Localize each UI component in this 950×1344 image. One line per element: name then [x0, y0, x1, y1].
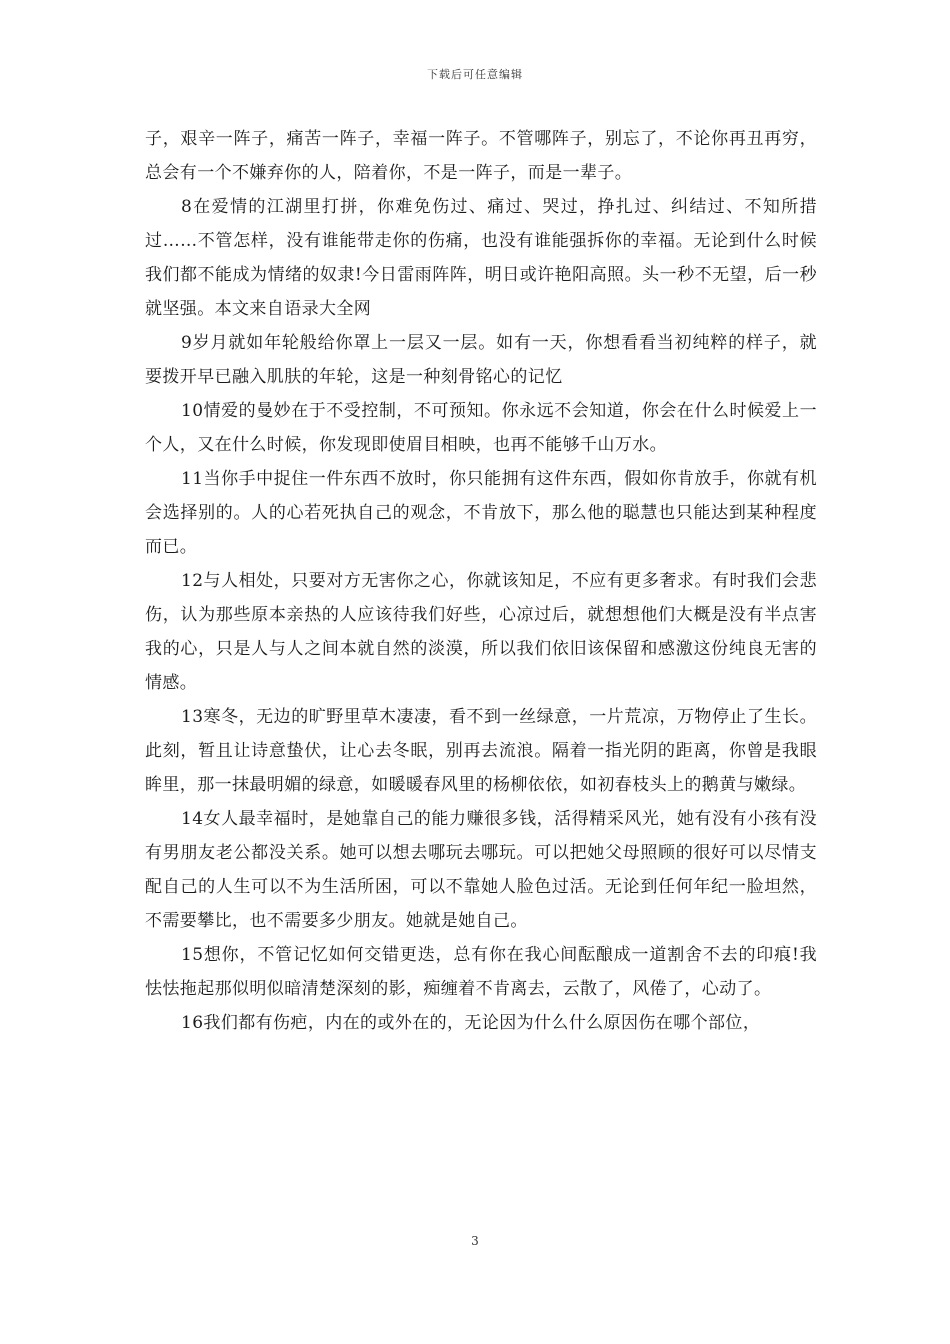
- paragraph-15: 15想你，不管记忆如何交错更迭，总有你在我心间酝酿成一道割舍不去的印痕!我怯怯拖起那似明似暗清楚深刻的影，痴缠着不肯离去，云散了，风倦了，心动了。: [145, 945, 817, 999]
- page-header: 下载后可任意编辑: [427, 68, 523, 81]
- paragraph-9: 9岁月就如年轮般给你罩上一层又一层。如有一天，你想看看当初纯粹的样子，就要拨开早已融入肌肤的年轮，这是一种刻骨铭心的记忆: [145, 333, 817, 387]
- paragraph-12: 12与人相处，只要对方无害你之心，你就该知足，不应有更多奢求。有时我们会悲伤，认为那些原本亲热的人应该待我们好些，心凉过后，就想想他们大概是没有半点害我的心，只是人与人之间本就自然的淡漠，所以我们依旧该保留和感激这份纯良无害的情感。: [145, 571, 817, 693]
- paragraph-continuation: 子，艰辛一阵子，痛苦一阵子，幸福一阵子。不管哪阵子，别忘了，不论你再丑再穷，总会有一个不嫌弃你的人，陪着你，不是一阵子，而是一辈子。: [145, 129, 817, 183]
- paragraph-13: 13寒冬，无边的旷野里草木凄凄，看不到一丝绿意，一片荒凉，万物停止了生长。此刻，暂且让诗意蛰伏，让心去冬眠，别再去流浪。隔着一指光阴的距离，你曾是我眼眸里，那一抹最明媚的绿意，如暖暖春风里的杨柳依依，如初春枝头上的鹅黄与嫩绿。: [145, 707, 817, 795]
- paragraph-8: 8在爱情的江湖里打拼，你难免伤过、痛过、哭过，挣扎过、纠结过、不知所措过……不管怎样，没有谁能带走你的伤痛，也没有谁能强拆你的幸福。无论到什么时候我们都不能成为情绪的奴隶!今日雷雨阵阵，明日或许艳阳高照。头一秒不无望，后一秒就坚强。本文来自语录大全网: [145, 197, 817, 319]
- paragraph-16: 16我们都有伤疤，内在的或外在的，无论因为什么什么原因伤在哪个部位，: [181, 1013, 761, 1033]
- paragraph-14: 14女人最幸福时，是她靠自己的能力赚很多钱，活得精采风光，她有没有小孩有没有男朋友老公都没关系。她可以想去哪玩去哪玩。可以把她父母照顾的很好可以尽情支配自己的人生可以不为生活所困，可以不靠她人脸色过活。无论到任何年纪一脸坦然，不需要攀比，也不需要多少朋友。她就是她自己。: [145, 809, 817, 931]
- paragraph-10: 10情爱的曼妙在于不受控制，不可预知。你永远不会知道，你会在什么时候爱上一个人，又在什么时候，你发现即使眉目相映，也再不能够千山万水。: [145, 401, 817, 455]
- document-body: [145, 122, 817, 1040]
- page-number: 3: [471, 1234, 479, 1248]
- paragraph-11: 11当你手中捉住一件东西不放时，你只能拥有这件东西，假如你肯放手，你就有机会选择别的。人的心若死执自己的观念，不肯放下，那么他的聪慧也只能达到某种程度而已。: [145, 469, 817, 557]
